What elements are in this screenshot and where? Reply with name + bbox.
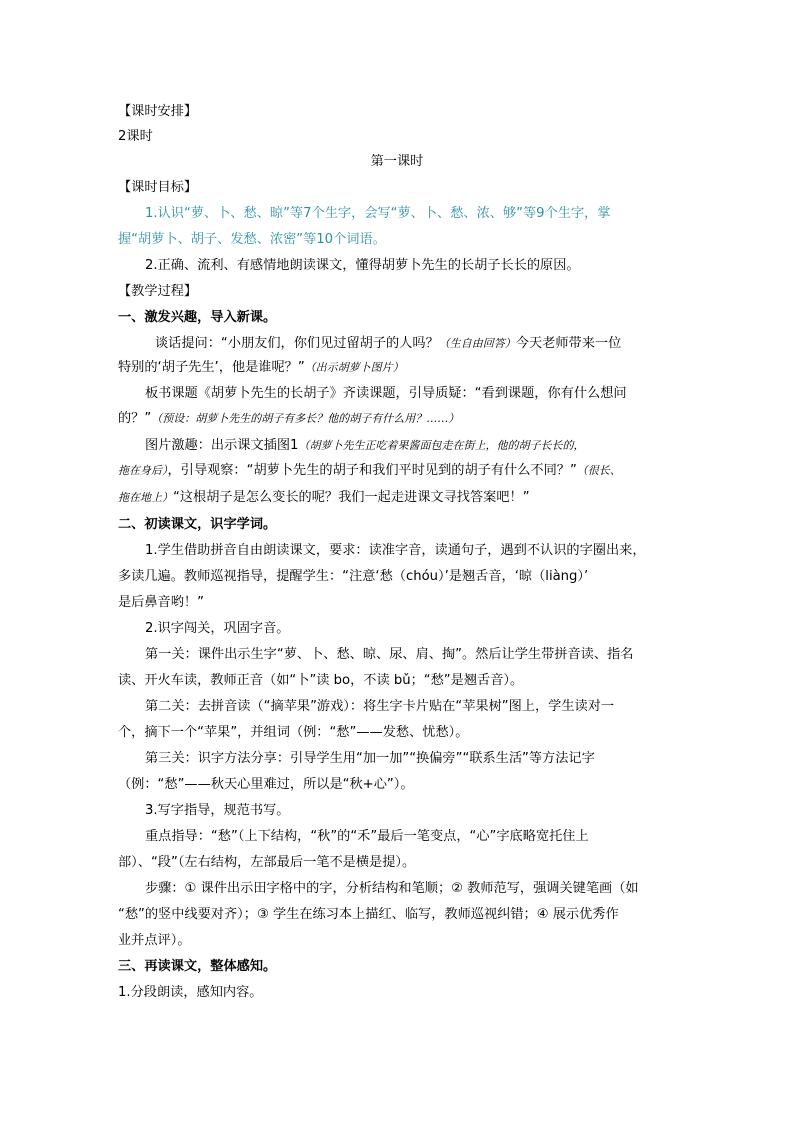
picture-text: 图片激趣：出示课文插图1 bbox=[145, 438, 299, 453]
picture-note-3: （很长、 bbox=[576, 464, 621, 477]
procedure-line-3: 业并点评）。 bbox=[118, 933, 191, 948]
goal-1-line-2: 握“胡萝卜、胡子、发愁、浓密”等10个词语。 bbox=[118, 232, 386, 247]
paragraph-title-line-2 bbox=[118, 411, 459, 427]
reading-line-2: 多读几遍。教师巡视指导，提醒学生：“注意‘愁（chóu）’是翘舌音，‘晾（liàng）’ bbox=[118, 569, 589, 584]
paragraph-picture-line-2 bbox=[118, 463, 621, 479]
intro-note-2: （出示胡萝卜图片） bbox=[304, 361, 404, 374]
level-3-line-1: 第三关：识字方法分享：引导学生用“加一加”“换偏旁”“联系生活”等方法记字 bbox=[145, 751, 595, 766]
paragraph-title-line-1: 板书课题《胡萝卜先生的长胡子》齐读课题，引导质疑：“看到课题，你有什么想问 bbox=[145, 386, 627, 401]
part-2-heading: 二、初读课文，识字学词。 bbox=[118, 517, 277, 532]
paragraph-intro-line-2 bbox=[118, 360, 404, 376]
title-note: （预设：胡萝卜先生的胡子有多长？他的胡子有什么用？……） bbox=[151, 412, 460, 425]
section-goals-heading: 【课时目标】 bbox=[118, 180, 198, 195]
picture-note-4: 拖在地上） bbox=[118, 491, 173, 504]
step-3-heading: 3.写字指导，规范书写。 bbox=[145, 803, 290, 818]
paragraph-intro-line-1 bbox=[155, 336, 621, 352]
step-2-heading: 2.识字闯关，巩固字音。 bbox=[145, 621, 290, 636]
paragraph-picture-line-3 bbox=[118, 490, 530, 506]
key-guidance-line-2: 部）、“段”（左右结构，左部最后一笔不是横是提）。 bbox=[118, 855, 416, 870]
level-1-line-2: 读、开火车读，教师正音（如“卜”读 bo，不读 bǔ；“愁”是翘舌音）。 bbox=[118, 673, 524, 688]
segment-reading: 1.分段朗读，感知内容。 bbox=[118, 985, 263, 1000]
intro-text-2: 今天老师带来一位 bbox=[515, 336, 622, 351]
intro-text-3: 特别的‘胡子先生’，他是谁呢？” bbox=[118, 360, 305, 375]
procedure-line-2: “愁”的竖中线要对齐）；③ 学生在练习本上描红、临写，教师巡视纠错；④ 展示优秀作 bbox=[118, 907, 619, 922]
picture-note: （胡萝卜先生正吃着果酱面包走在街上，他的胡子长长的， bbox=[298, 439, 585, 452]
picture-text-2: ，引导观察：“胡萝卜先生的胡子和我们平时见到的胡子有什么不同？” bbox=[167, 463, 577, 478]
title-text: 的？” bbox=[118, 411, 152, 426]
class-hours: 2课时 bbox=[118, 129, 153, 144]
paragraph-picture-line-1 bbox=[145, 438, 584, 454]
intro-note: （生自由回答） bbox=[438, 337, 516, 350]
picture-note-2: 拖在身后） bbox=[118, 464, 168, 477]
procedure-line-1: 步骤：① 课件出示田字格中的字，分析结构和笔顺；② 教师范写，强调关键笔画（如 bbox=[145, 881, 639, 896]
level-2-line-1: 第二关：去拼音读（“摘苹果”游戏）：将生字卡片贴在“苹果树”图上，学生读对一 bbox=[145, 699, 615, 714]
reading-line-3: 是后鼻音哟！” bbox=[118, 595, 204, 610]
section-process-heading: 【教学过程】 bbox=[118, 284, 198, 299]
goal-2: 2.正确、流利、有感情地朗读课文，懂得胡萝卜先生的长胡子长长的原因。 bbox=[145, 258, 580, 273]
lesson-title: 第一课时 bbox=[370, 154, 424, 169]
part-1-heading: 一、激发兴趣，导入新课。 bbox=[118, 310, 277, 325]
key-guidance-line-1: 重点指导：“愁”（上下结构，“秋”的“禾”最后一笔变点，“心”字底略宽托住上 bbox=[145, 829, 589, 844]
level-2-line-2: 个，摘下一个“苹果”，并组词（例：“愁”——发愁、忧愁）。 bbox=[118, 725, 469, 740]
reading-line-1: 1.学生借助拼音自由朗读课文，要求：读准字音，读通句子，遇到不认识的字圈出来， bbox=[145, 543, 646, 558]
level-3-line-2: （例：“愁”——秋天心里难过，所以是“秋+心”）。 bbox=[118, 777, 414, 792]
picture-text-3: “这根胡子是怎么变长的呢？我们一起走进课文寻找答案吧！” bbox=[173, 490, 530, 505]
part-3-heading: 三、再读课文，整体感知。 bbox=[118, 959, 277, 974]
intro-text: 谈话提问：“小朋友们，你们见过留胡子的人吗？ bbox=[155, 336, 439, 351]
level-1-line-1: 第一关：课件出示生字“萝、卜、愁、晾、尿、肩、掏”。然后让学生带拼音读、指名 bbox=[145, 647, 634, 662]
section-arrangement-heading: 【课时安排】 bbox=[118, 104, 198, 119]
goal-1-line-1: 1.认识“萝、卜、愁、晾”等7个生字，会写“萝、卜、愁、浓、够”等9个生字，掌 bbox=[145, 206, 611, 221]
